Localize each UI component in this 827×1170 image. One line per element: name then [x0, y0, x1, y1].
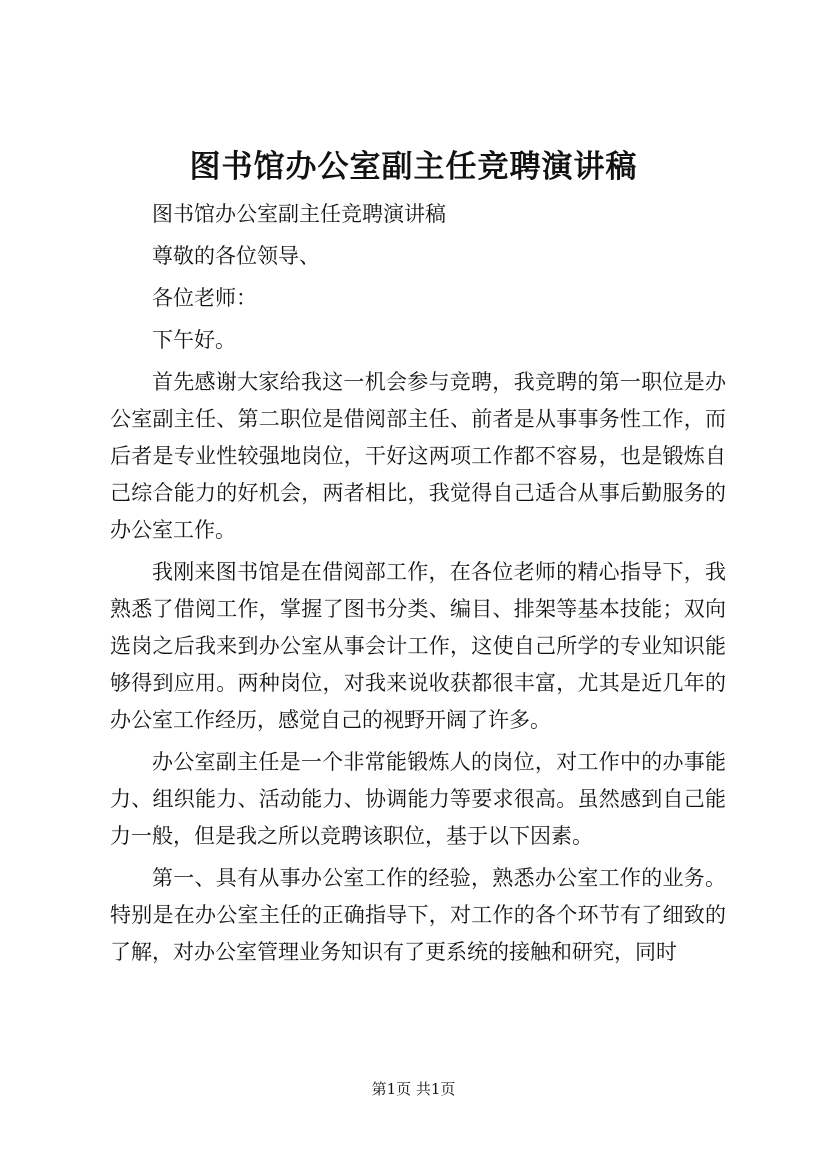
paragraph-introduction: 首先感谢大家给我这一机会参与竞聘，我竞聘的第一职位是办公室副主任、第二职位是借阅部主任、前者是从事事务性工作，而后者是专业性较强地岗位，干好这两项工作都不容易，也是锻炼自己综合能力的好机会，两者相比，我觉得自己适合从事后勤服务的办公室工作。 — [110, 370, 726, 542]
paragraph-subtitle: 图书馆办公室副主任竞聘演讲稿 — [152, 202, 446, 226]
paragraph-experience: 我刚来图书馆是在借阅部工作，在各位老师的精心指导下，我熟悉了借阅工作，掌握了图书分类、编目、排架等基本技能；双向选岗之后我来到办公室从事会计工作，这使自己所学的专业知识能够得到应用。两种岗位，对我来说收获都很丰富，尤其是近几年的办公室工作经历，感觉自己的视野开阔了许多。 — [110, 560, 726, 732]
page-number-footer: 第1页 共1页 — [371, 1080, 456, 1098]
paragraph-salutation-teachers: 各位老师： — [152, 286, 257, 310]
paragraph-position-description: 办公室副主任是一个非常能锻炼人的岗位，对工作中的办事能力、组织能力、活动能力、协调能力等要求很高。虽然感到自己能力一般，但是我之所以竞聘该职位，基于以下因素。 — [110, 750, 726, 848]
paragraph-greeting: 下午好。 — [152, 328, 236, 352]
paragraph-salutation-leaders: 尊敬的各位领导、 — [152, 244, 320, 268]
document-title: 图书馆办公室副主任竞聘演讲稿 — [189, 149, 638, 185]
paragraph-reason-one: 第一、具有从事办公室工作的经验，熟悉办公室工作的业务。特别是在办公室主任的正确指导下，对工作的各个环节有了细致的了解，对办公室管理业务知识有了更系统的接触和研究，同时 — [110, 866, 726, 964]
document-body — [110, 196, 726, 976]
